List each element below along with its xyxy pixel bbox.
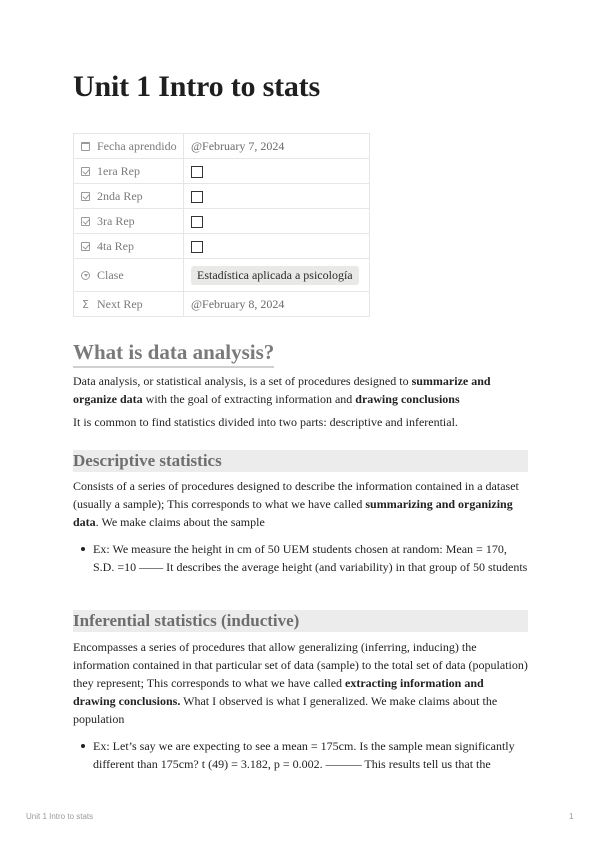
list-item: Ex: We measure the height in cm of 50 UEM students chosen at random: Mean = 170, S.D. =10 —— It describes the average height (and variability) in that group of 50 students: [73, 540, 528, 576]
bullet-list: [73, 737, 528, 773]
property-key: 2nda Rep: [97, 188, 143, 203]
checkbox-4ta-rep[interactable]: [191, 241, 203, 253]
checkbox-icon: [81, 242, 90, 251]
property-key: 4ta Rep: [97, 238, 134, 253]
page-title: Unit 1 Intro to stats: [73, 70, 320, 103]
checkbox-1era-rep[interactable]: [191, 166, 203, 178]
property-row: [74, 259, 370, 292]
footer-title: Unit 1 Intro to stats: [26, 812, 94, 821]
subsection-heading: Inferential statistics (inductive): [73, 610, 528, 632]
bullet-list: [73, 540, 528, 576]
property-row: [74, 184, 370, 209]
paragraph: Data analysis, or statistical analysis, is a set of procedures designed to summarize and organize data with the goal of extracting information and drawing conclusions: [73, 374, 491, 406]
checkbox-3ra-rep[interactable]: [191, 216, 203, 228]
paragraph: It is common to find statistics divided into two parts: descriptive and inferential.: [73, 415, 458, 429]
checkbox-icon: [81, 192, 90, 201]
clase-tag[interactable]: Estadística aplicada a psicología: [191, 266, 359, 285]
checkbox-icon: [81, 167, 90, 176]
formula-icon: Σ: [82, 297, 89, 311]
section-heading: What is data analysis?: [73, 340, 274, 368]
paragraph: Encompasses a series of procedures that allow generalizing (inferring, inducing) the information contained in that particular set of data (sample) to the total set of data (population) they represent; This corresponds to what we have called extracting information and drawing conclusions. What I observed is what I generalized. We make claims about the population: [73, 640, 528, 726]
property-key: Fecha aprendido: [97, 138, 177, 153]
property-row: [74, 209, 370, 234]
property-row: [74, 234, 370, 259]
property-value[interactable]: @February 7, 2024: [184, 134, 370, 159]
checkbox-icon: [81, 217, 90, 226]
property-key: Clase: [97, 267, 124, 282]
list-item: Ex: Let’s say we are expecting to see a mean = 175cm. Is the sample mean significantly different than 175cm? t (49) = 3.182, p = 0.002. ——— This results tell us that the: [73, 737, 528, 773]
page-number: 1: [569, 812, 574, 821]
property-key: 1era Rep: [97, 163, 140, 178]
property-row: [74, 292, 370, 317]
calendar-icon: [81, 142, 90, 151]
subsection-heading: Descriptive statistics: [73, 450, 528, 472]
checkbox-2nda-rep[interactable]: [191, 191, 203, 203]
property-row: [74, 159, 370, 184]
property-key: Next Rep: [97, 296, 143, 311]
paragraph: Consists of a series of procedures designed to describe the information contained in a dataset (usually a sample); This corresponds to what we have called summarizing and organizing data. We make claims about the sample: [73, 479, 519, 529]
property-row: [74, 134, 370, 159]
select-icon: [81, 271, 90, 280]
properties-table: [73, 133, 370, 317]
property-key: 3ra Rep: [97, 213, 135, 228]
property-value: @February 8, 2024: [184, 292, 370, 317]
